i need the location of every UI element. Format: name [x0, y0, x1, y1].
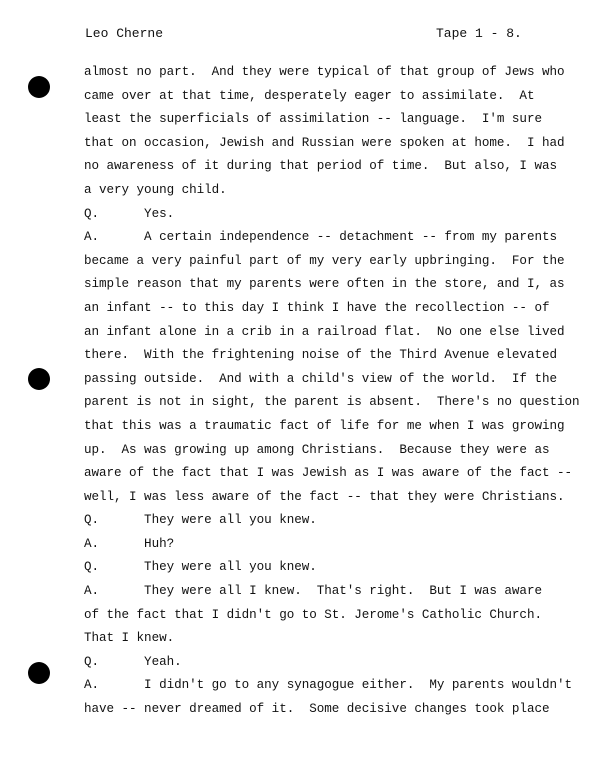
transcript-line: Q. Yes. — [84, 206, 175, 221]
transcript-line: a very young child. — [84, 182, 227, 197]
transcript-line: an infant -- to this day I think I have the recollection -- of — [84, 300, 550, 315]
transcript-line: an infant alone in a crib in a railroad flat. No one else lived — [84, 324, 565, 339]
transcript-line: came over at that time, desperately eager to assimilate. At — [84, 88, 535, 103]
transcript-line: there. With the frightening noise of the Third Avenue elevated — [84, 348, 557, 363]
transcript-line: That I knew. — [84, 631, 175, 646]
transcript-line: almost no part. And they were typical of that group of Jews who — [84, 65, 565, 79]
transcript-line: well, I was less aware of the fact -- that they were Christians. — [84, 489, 565, 504]
transcript-line: up. As was growing up among Christians. Because they were as — [84, 442, 550, 457]
transcript-line: aware of the fact that I was Jewish as I was aware of the fact -- — [84, 466, 572, 481]
header-tape-page: Tape 1 - 8. — [436, 26, 522, 41]
header-speaker-name: Leo Cherne — [85, 26, 164, 41]
transcript-line: that on occasion, Jewish and Russian were spoken at home. I had — [84, 135, 565, 150]
transcript-line: that this was a traumatic fact of life for me when I was growing — [84, 418, 565, 433]
transcript-body — [84, 61, 580, 722]
transcript-line: of the fact that I didn't go to St. Jerome's Catholic Church. — [84, 607, 542, 622]
transcript-line: simple reason that my parents were often in the store, and I, as — [84, 277, 565, 292]
binder-hole — [28, 662, 50, 684]
transcript-line: Q. Yeah. — [84, 654, 182, 669]
transcript-line: A. A certain independence -- detachment -- from my parents — [84, 230, 557, 245]
transcript-line: A. Huh? — [84, 536, 175, 551]
transcript-line: Q. They were all you knew. — [84, 560, 317, 575]
transcript-line: have -- never dreamed of it. Some decisive changes took place — [84, 702, 550, 717]
transcript-line: became a very painful part of my very early upbringing. For the — [84, 253, 565, 268]
transcript-line: no awareness of it during that period of time. But also, I was — [84, 159, 557, 174]
binder-hole — [28, 76, 50, 98]
binder-hole — [28, 368, 50, 390]
transcript-line: Q. They were all you knew. — [84, 513, 317, 528]
transcript-line: parent is not in sight, the parent is absent. There's no question — [84, 395, 580, 410]
transcript-line: passing outside. And with a child's view of the world. If the — [84, 371, 557, 386]
transcript-line: least the superficials of assimilation -- language. I'm sure — [84, 112, 542, 127]
transcript-line: A. I didn't go to any synagogue either. My parents wouldn't — [84, 678, 572, 693]
transcript-line: A. They were all I knew. That's right. But I was aware — [84, 584, 542, 599]
